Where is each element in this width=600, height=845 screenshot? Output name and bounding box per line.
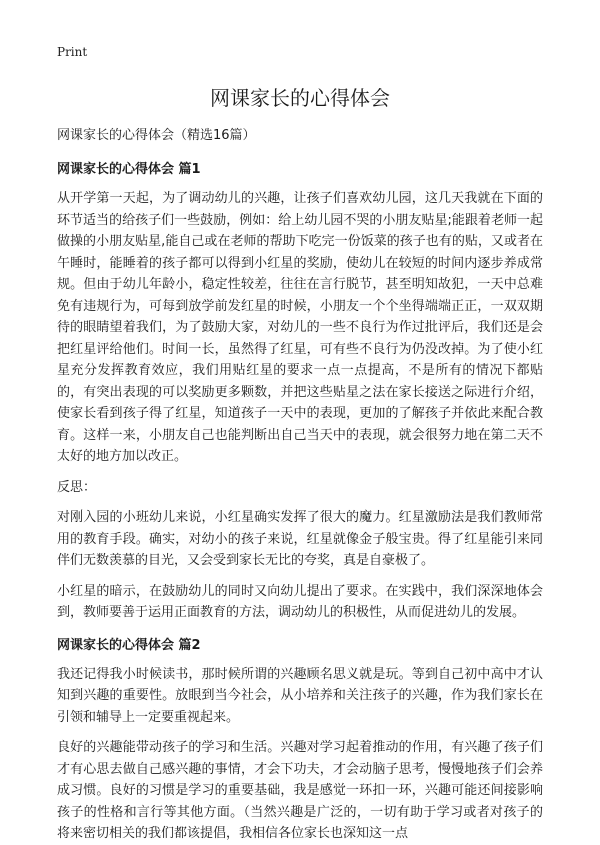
section-heading: 网课家长的心得体会 篇2: [57, 637, 201, 653]
paragraph: 小红星的暗示，在鼓励幼儿的同时又向幼儿提出了要求。在实践中，我们深深地体会到，教师要善于运用正面教育的方法，调动幼儿的积极性，从而促进幼儿的发展。: [57, 583, 543, 620]
print-label: Print: [57, 45, 88, 59]
document-subtitle: 网课家长的心得体会（精选16篇）: [57, 128, 256, 143]
paragraph: 良好的兴趣能带动孩子的学习和生活。兴趣对学习起着推动的作用，有兴趣了孩子们才有心思去做自己感兴趣的事情，才会下功夫，才会动脑子思考，慢慢地孩子们会养成习惯。良好的习惯是学习的重要基础，我是感觉一环扣一环，兴趣可能还间接影响孩子的性格和言行等其他方面。（当然兴趣是广泛的，一切有助于学习或者对孩子的将来密切相关的我们都该提倡，我相信各位家长也深知这一点: [57, 740, 543, 841]
paragraph: 反思：: [57, 479, 97, 495]
section-2: [57, 636, 543, 845]
section-1: [57, 160, 543, 624]
paragraph: 我还记得我小时候读书，那时候所谓的兴趣顾名思义就是玩。等到自己初中高中才认知到兴趣的重要性。放眼到当今社会，从小培养和关注孩子的兴趣，作为我们家长在引领和辅导上一定要重视起来。: [57, 666, 543, 725]
section-heading: 网课家长的心得体会 篇1: [57, 162, 201, 177]
document-title: 网课家长的心得体会: [210, 86, 390, 110]
paragraph: 对刚入园的小班幼儿来说，小红星确实发挥了很大的魔力。红星激励法是我们教师常用的教育手段。确实，对幼小的孩子来说，红星就像金子般宝贵。得了红星能引来同伴们无数羡慕的目光，又会受到家长无比的夸奖，真是自豪极了。: [57, 510, 543, 568]
paragraph: 从开学第一天起，为了调动幼儿的兴趣，让孩子们喜欢幼儿园，这几天我就在下面的环节适当的给孩子们一些鼓励，例如：给上幼儿园不哭的小朋友贴星;能跟着老师一起做操的小朋友贴星,能自己或在老师的帮助下吃完一份饭菜的孩子也有的贴，又或者在午睡时，能睡着的孩子都可以得到小红星的奖励，使幼儿在较短的时间内逐步养成常规。但由于幼儿年龄小，稳定性较差，往往在言行脱节，甚至明知故犯，一天中总难免有违规行为，可每到放学前发红星的时候，小朋友一个个坐得端端正正，一双双期待的眼睛望着我们，为了鼓励大家，对幼儿的一些不良行为作过批评后，我们还是会把红星评给他们。时间一长，虽然得了红星，可有些不良行为仍没改掉。为了使小红星充分发挥教育效应，我们用贴红星的要求一点一点提高，不是所有的情况下都贴的，有突出表现的可以奖励更多颗数，并把这些贴星之法在家长接送之际进行介绍，使家长看到孩子得了红星，知道孩子一天中的表现，更加的了解孩子并依此来配合教育。这样一来，小朋友自己也能判断出自己当天中的表现，就会很努力地在第二天不太好的地方加以改正。: [57, 191, 543, 464]
